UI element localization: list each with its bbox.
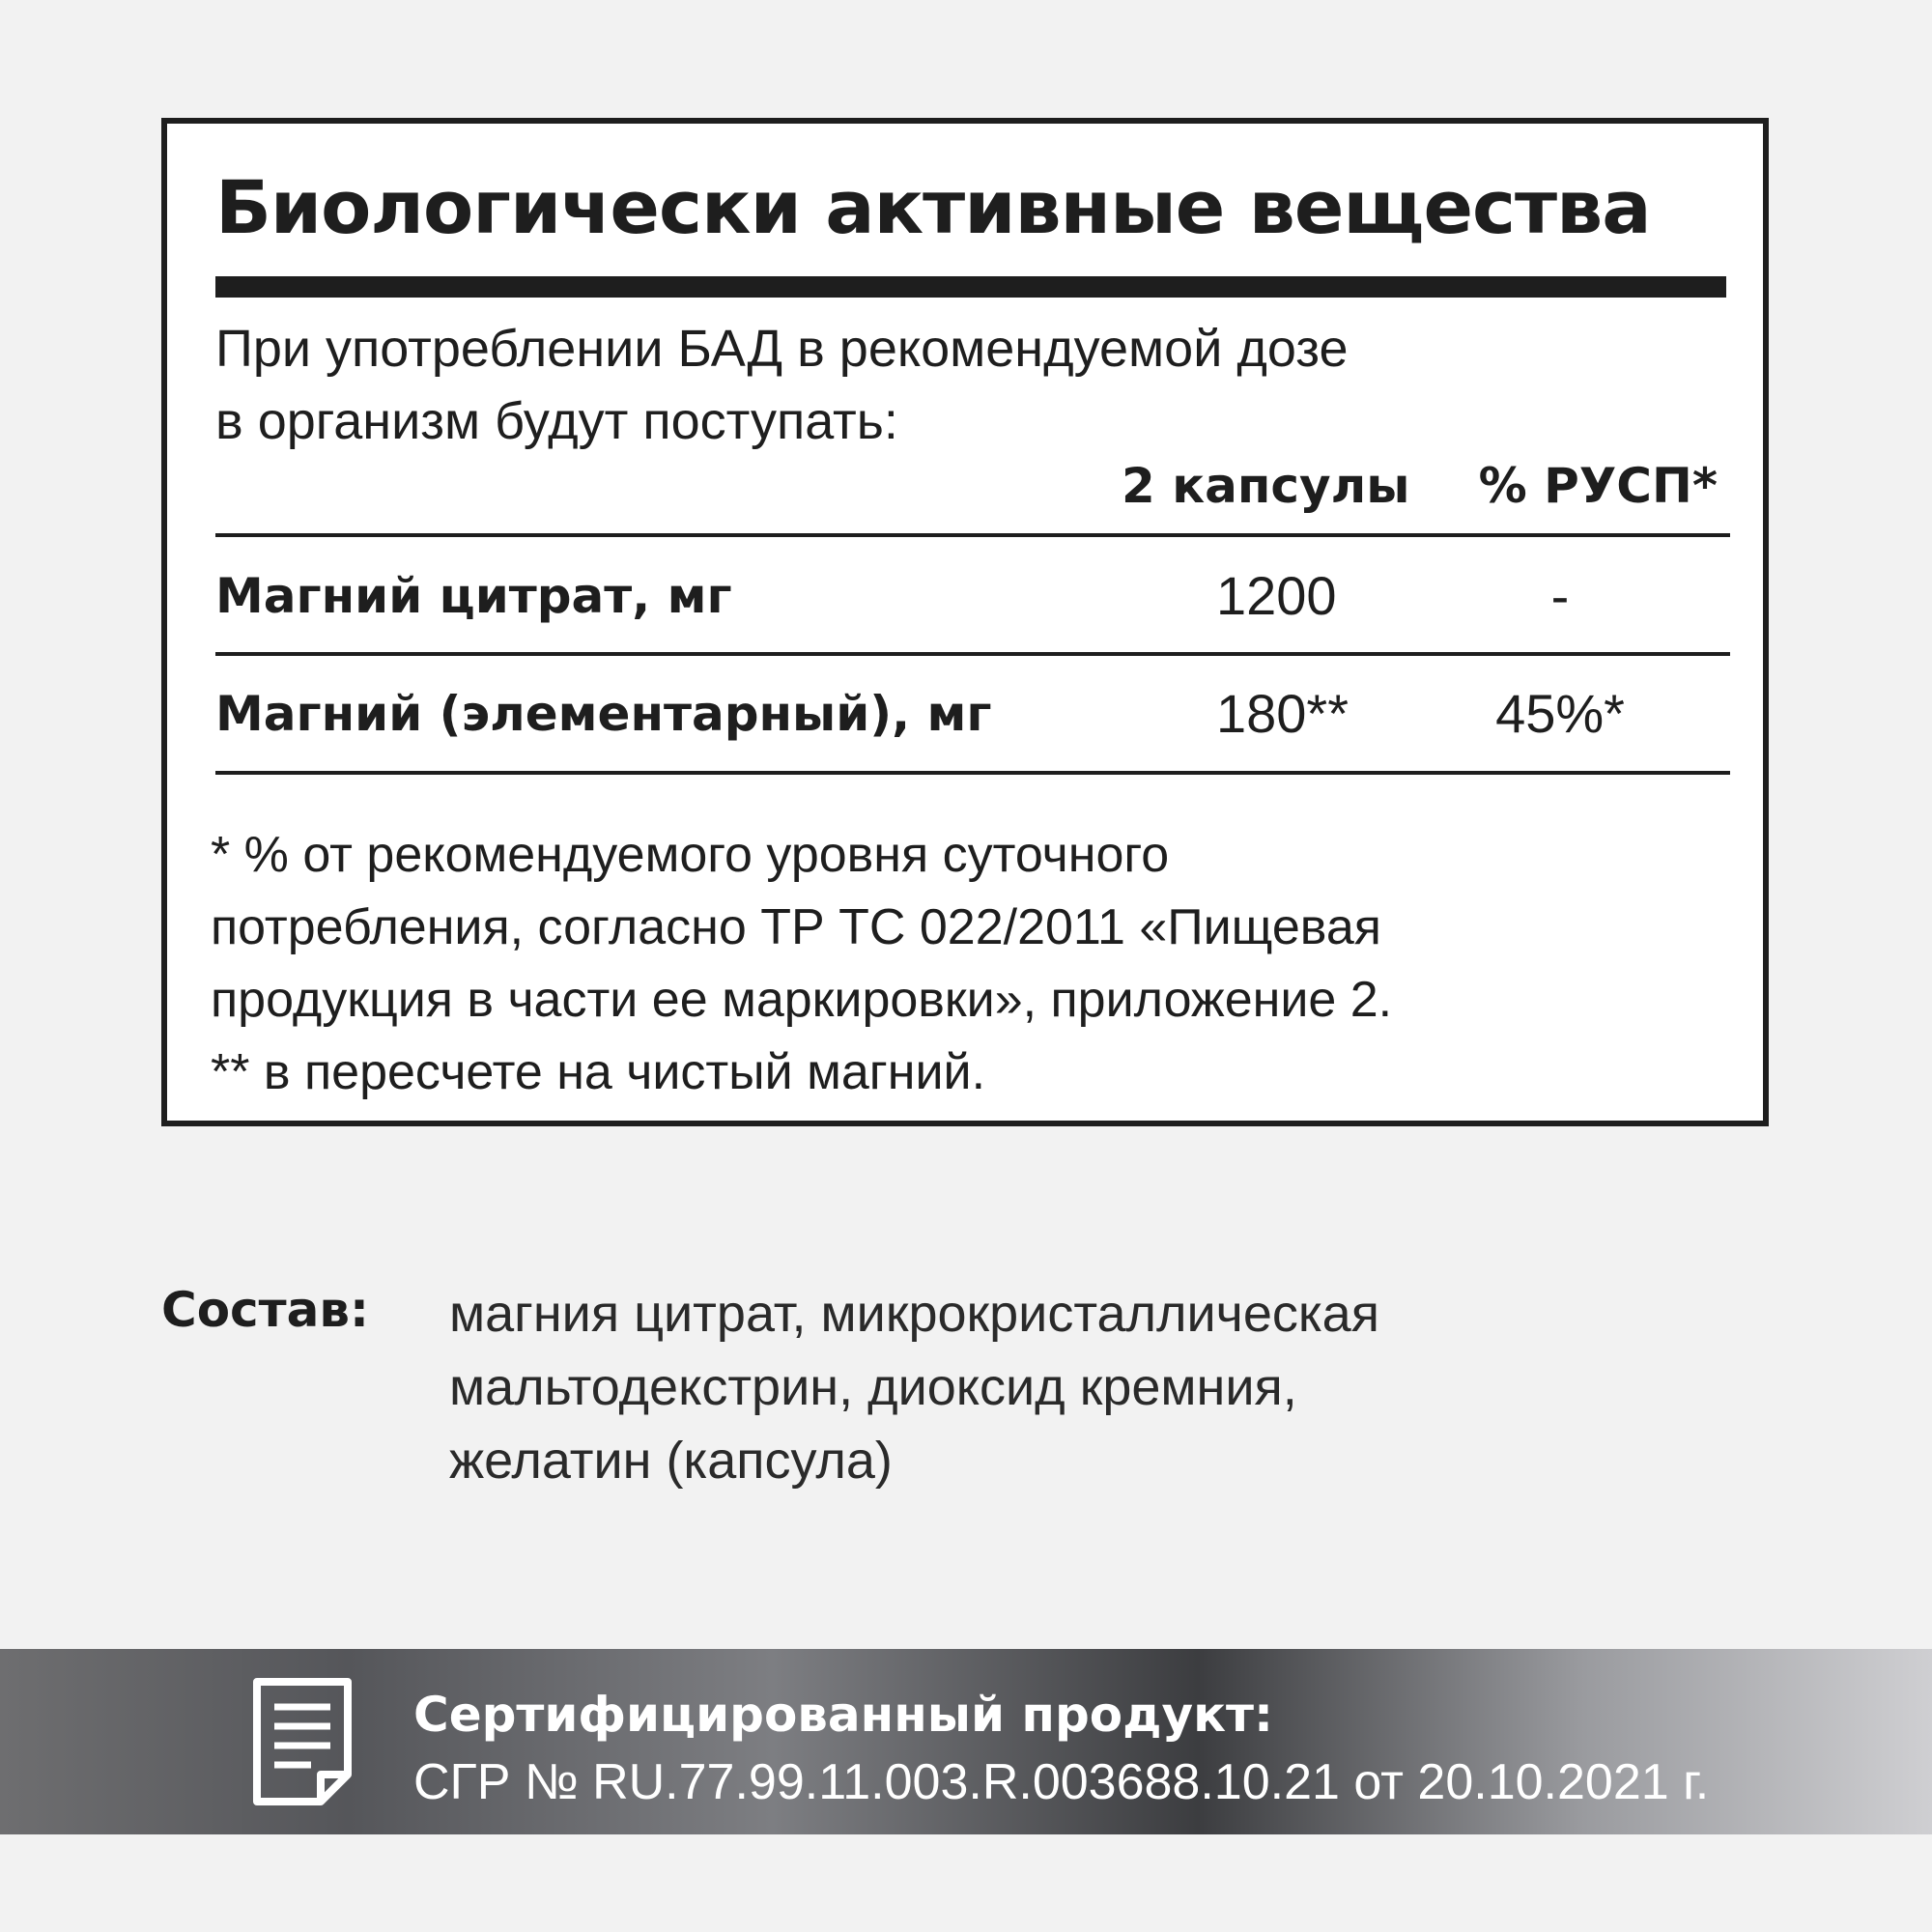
certificate-banner <box>0 1649 1932 1834</box>
row-name: Магний (элементарный), мг <box>215 686 992 742</box>
column-header-dose: 2 капсулы <box>1122 458 1410 514</box>
title-divider <box>215 276 1726 298</box>
row-percent: 45%* <box>1495 683 1625 744</box>
row-name: Магний цитрат, мг <box>215 568 732 624</box>
panel-title: Биологически активные вещества <box>215 164 1651 250</box>
row-percent: - <box>1550 565 1570 626</box>
table-divider <box>215 771 1730 775</box>
footnote-line: продукция в части ее маркировки», приложение 2. <box>211 972 1393 1028</box>
footnotes <box>211 819 1392 1109</box>
table-divider <box>215 533 1730 537</box>
row-dose: 1200 <box>1216 565 1337 626</box>
document-icon <box>253 1678 352 1805</box>
column-header-percent: % РУСП* <box>1478 458 1718 514</box>
certificate-title: Сертифицированный продукт: <box>413 1687 1273 1743</box>
composition-line: желатин (капсула) <box>449 1432 893 1490</box>
intro-line: При употреблении БАД в рекомендуемой дозе <box>215 320 1349 378</box>
table-divider <box>215 652 1730 656</box>
footnote-line: потребления, согласно ТР ТС 022/2011 «Пищевая <box>211 899 1381 955</box>
footnote-line: ** в пересчете на чистый магний. <box>211 1044 986 1100</box>
nutrition-panel <box>161 118 1769 1126</box>
composition-label: Состав: <box>161 1282 370 1338</box>
footnote-line: * % от рекомендуемого уровня суточного <box>211 827 1170 883</box>
composition-text <box>449 1277 1379 1497</box>
intro-line: в организм будут поступать: <box>215 392 898 450</box>
row-dose: 180** <box>1216 683 1350 744</box>
certificate-number: СГР № RU.77.99.11.003.R.003688.10.21 от 20.10.2021 г. <box>413 1754 1710 1810</box>
composition-line: мальтодекстрин, диоксид кремния, <box>449 1358 1297 1416</box>
composition-line: магния цитрат, микрокристаллическая <box>449 1285 1379 1343</box>
intro-text <box>215 313 1349 458</box>
